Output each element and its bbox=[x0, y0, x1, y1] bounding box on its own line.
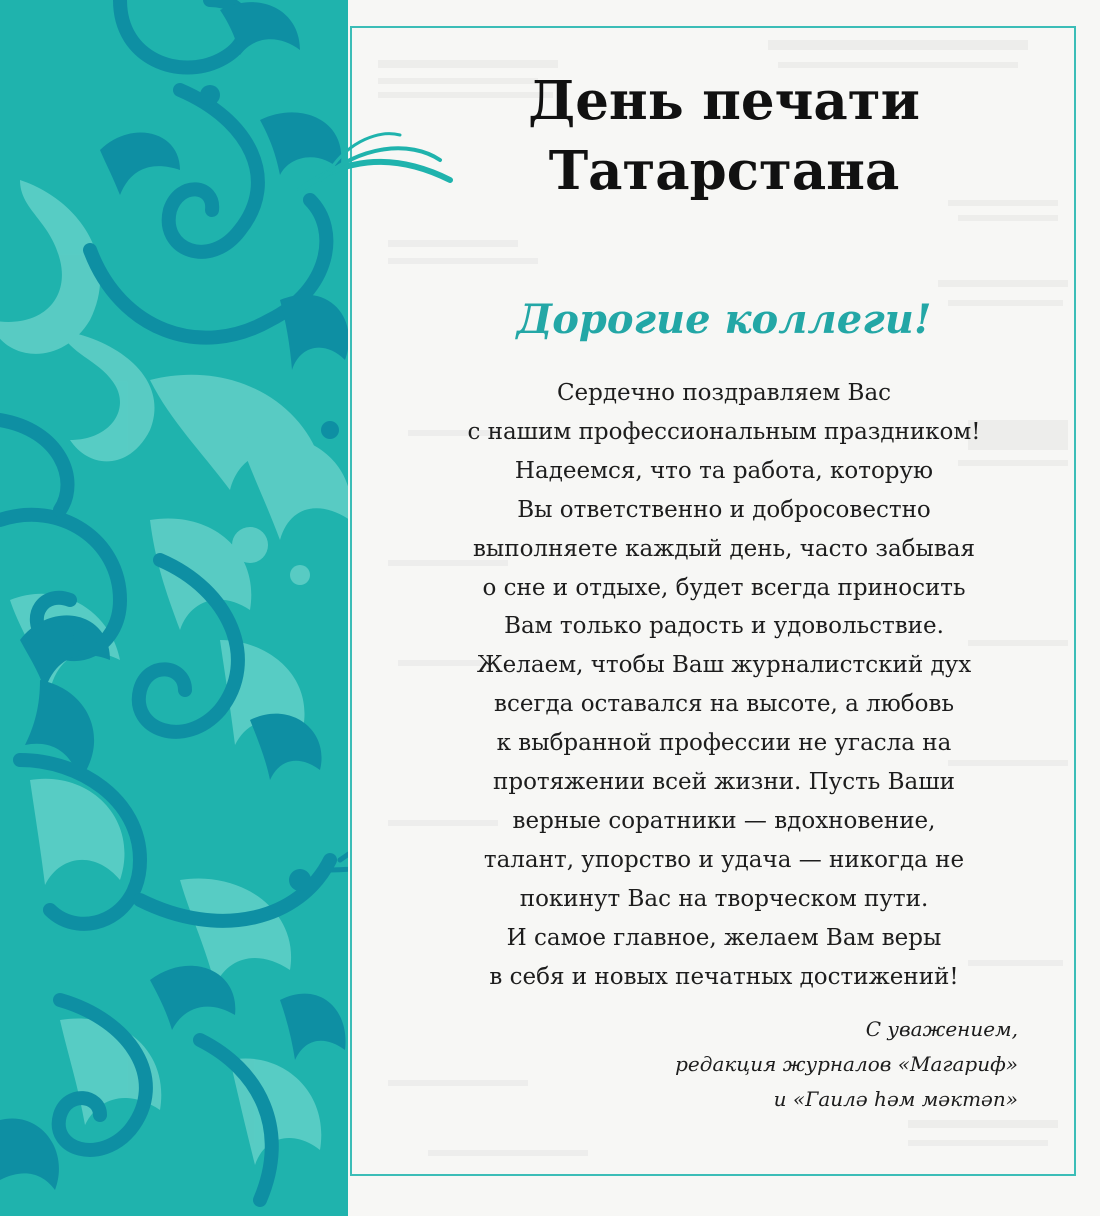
body-line: к выбранной профессии не угасла на bbox=[496, 730, 952, 757]
signature-line-3: и «Гаилә һәм мәктәп» bbox=[773, 1087, 1018, 1111]
body-line: покинут Вас на творческом пути. bbox=[519, 885, 929, 912]
body-line: талант, упорство и удача — никогда не bbox=[483, 846, 965, 873]
body-line: И самое главное, желаем Вам веры bbox=[506, 924, 942, 951]
body-line: Вы ответственно и добросовестно bbox=[517, 496, 931, 523]
signature-block bbox=[675, 1012, 1018, 1117]
body-line: с нашим профессиональным праздником! bbox=[467, 418, 981, 445]
body-line: всегда оставался на высоте, а любовь bbox=[494, 691, 954, 718]
body-line: Сердечно поздравляем Вас bbox=[556, 380, 892, 406]
title-line-2: Татарстана bbox=[548, 140, 900, 202]
greeting-heading: Дорогие коллеги! bbox=[516, 296, 932, 343]
title-line-1: День печати bbox=[528, 70, 920, 132]
body-line: о сне и отдыхе, будет всегда приносить bbox=[482, 574, 966, 601]
body-line: Желаем, чтобы Ваш журналистский дух bbox=[476, 652, 972, 679]
signature-line-2: редакция журналов «Магариф» bbox=[675, 1052, 1018, 1076]
floral-swirl-ornament-icon bbox=[0, 0, 348, 1216]
body-line: верные соратники — вдохновение, bbox=[512, 807, 936, 834]
body-line: в себя и новых печатных достижений! bbox=[489, 963, 959, 990]
signature-line-1: С уважением, bbox=[865, 1017, 1018, 1041]
congratulation-text bbox=[348, 374, 1100, 997]
floral-ornament-panel bbox=[0, 0, 348, 1216]
body-line: Вам только радость и удовольствие. bbox=[504, 613, 944, 640]
body-line: Надеемся, что та работа, которую bbox=[514, 457, 934, 484]
page-title bbox=[348, 66, 1100, 206]
body-line: выполняете каждый день, часто забывая bbox=[472, 535, 975, 562]
body-line: протяжении всей жизни. Пусть Ваши bbox=[493, 769, 955, 796]
